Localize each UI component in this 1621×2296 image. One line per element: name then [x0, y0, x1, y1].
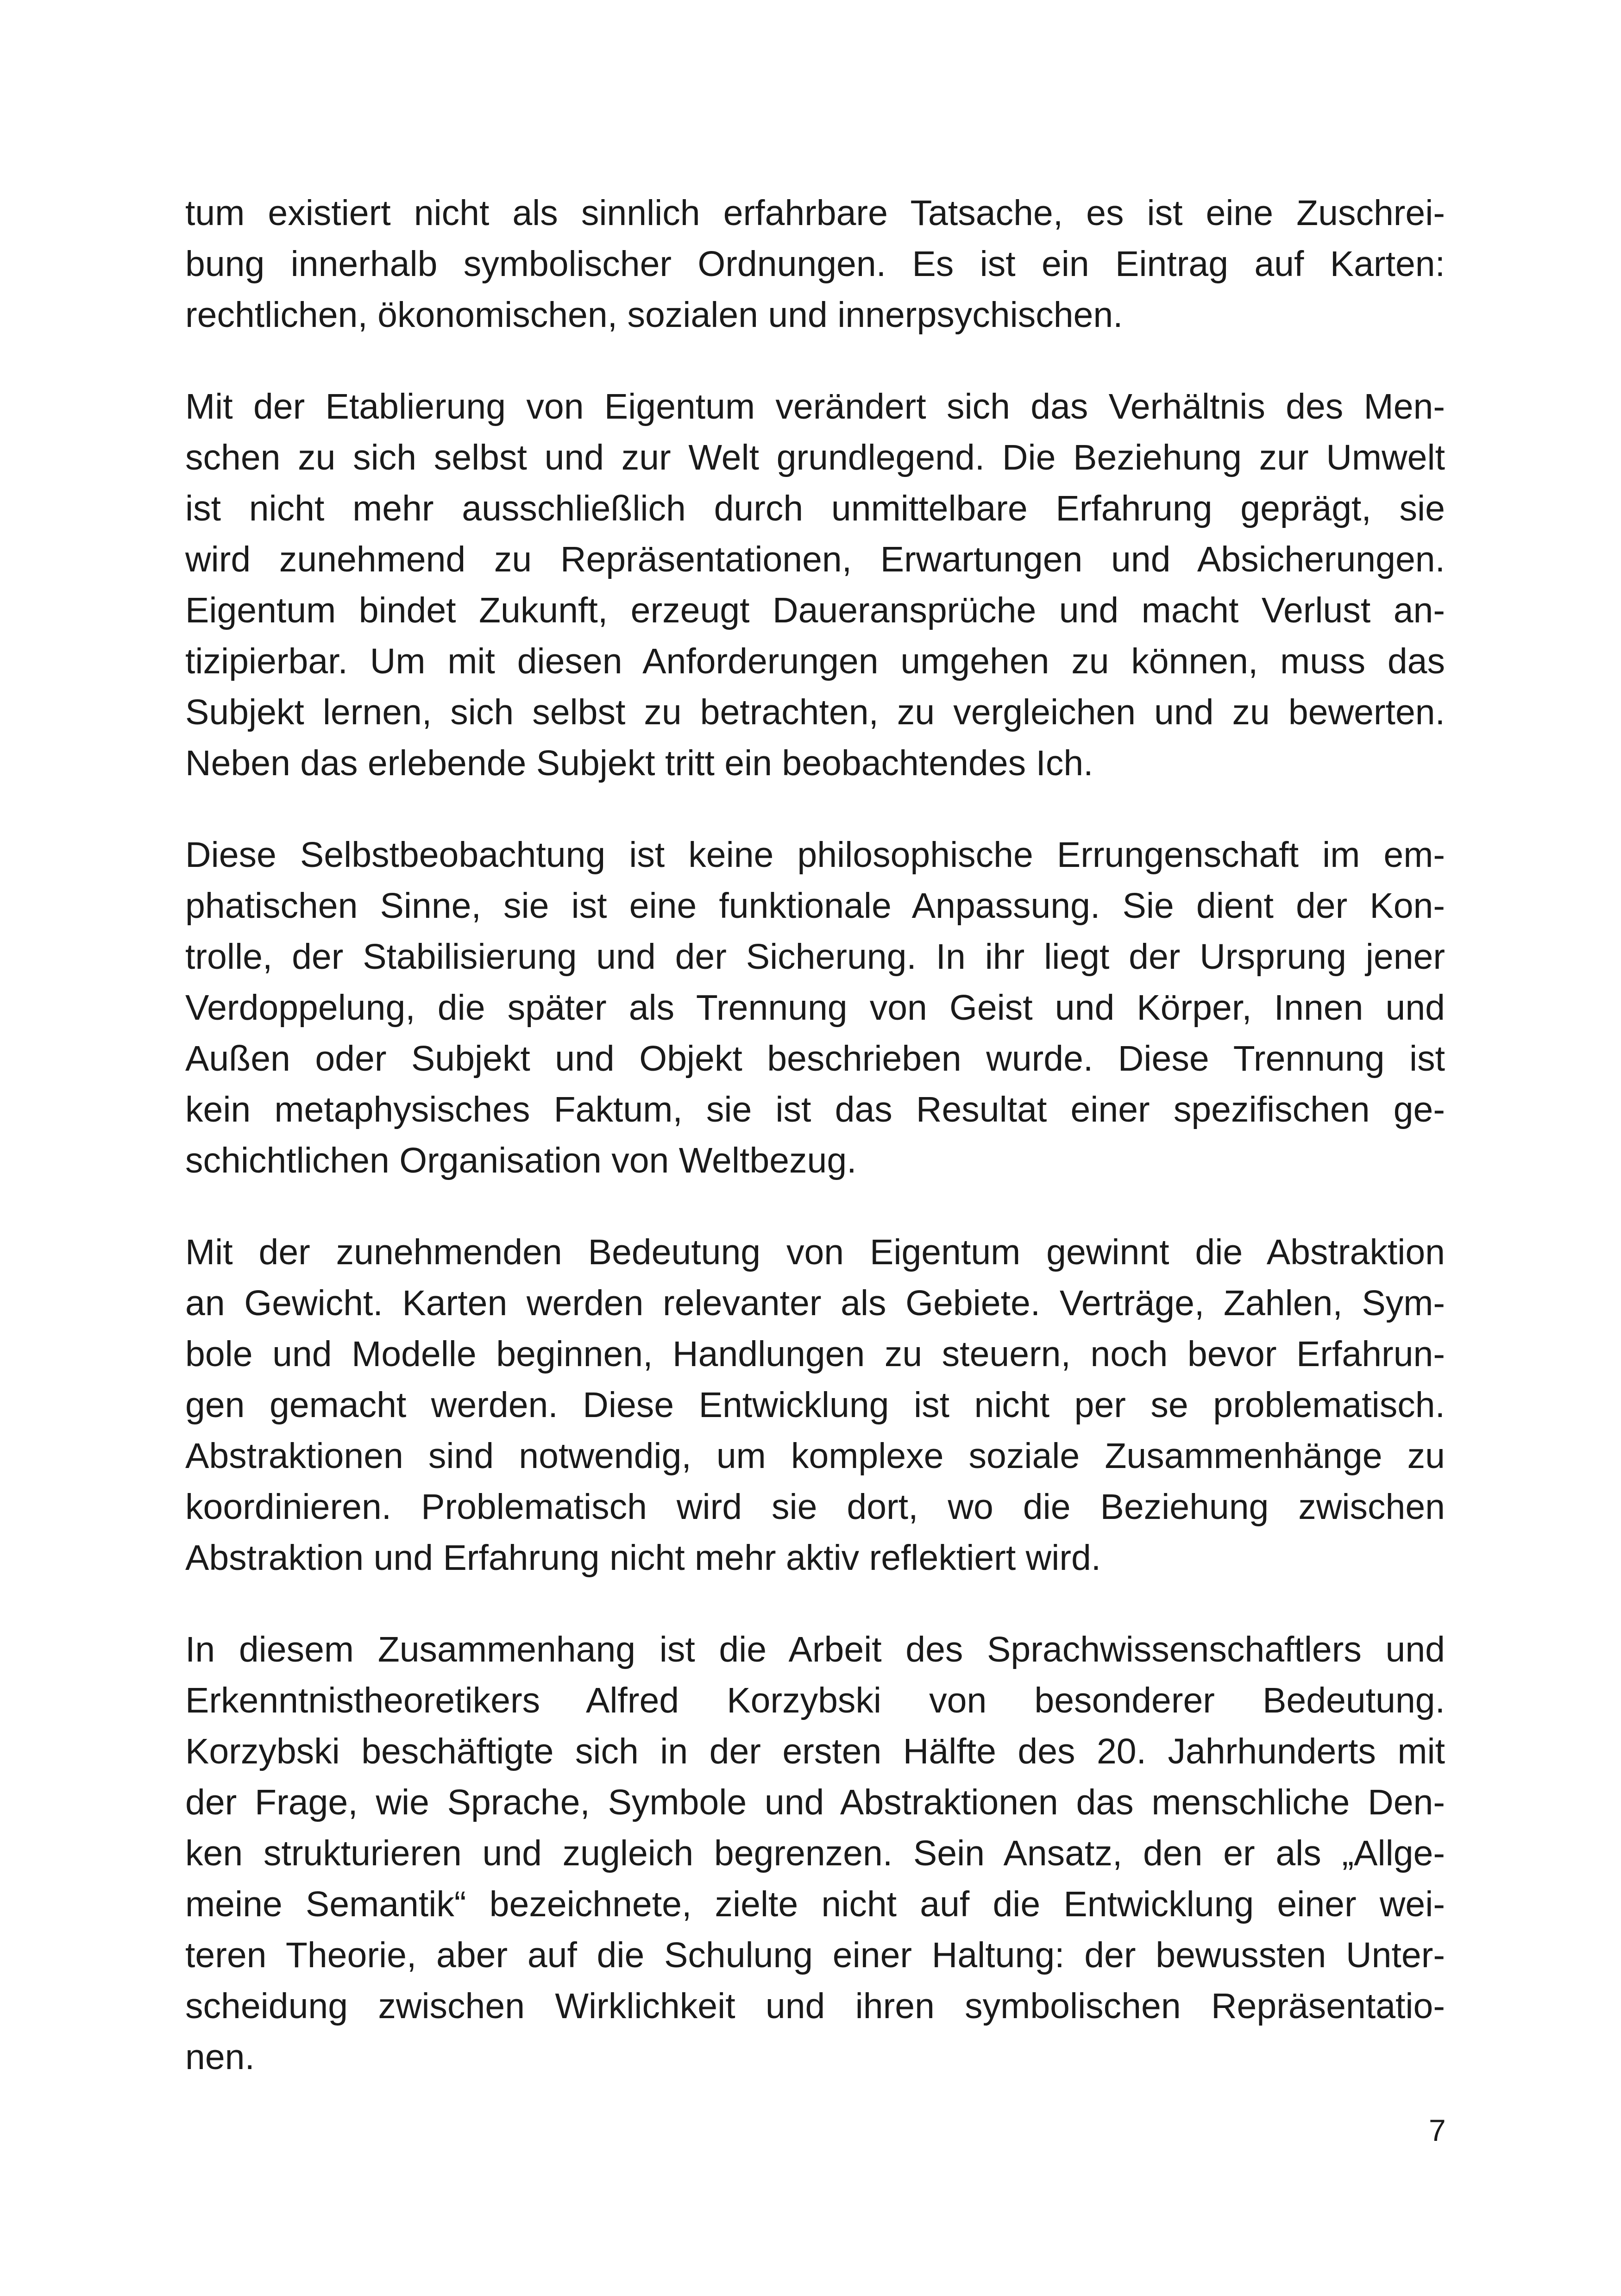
text-line: bung innerhalb symbolischer Ordnungen. Es ist ein Eintrag auf Karten: [185, 244, 1445, 284]
text-line: kein metaphysisches Faktum, sie ist das Resultat einer spezifischen ge- [185, 1090, 1445, 1129]
text-line: Verdoppelung, die später als Trennung von Geist und Körper, Innen und [185, 988, 1445, 1028]
paragraph-2 [185, 381, 1445, 789]
text-line: phatischen Sinne, sie ist eine funktionale Anpassung. Sie dient der Kon- [185, 886, 1445, 926]
paragraph-1 [185, 188, 1445, 340]
text-line: der Frage, wie Sprache, Symbole und Abstraktionen das menschliche Den- [185, 1782, 1445, 1822]
text-line: trolle, der Stabilisierung und der Sicherung. In ihr liegt der Ursprung jener [185, 937, 1445, 977]
text-line: rechtlichen, ökonomischen, sozialen und innerpsychischen. [185, 295, 1123, 335]
text-line: schichtlichen Organisation von Weltbezug. [185, 1141, 857, 1180]
page-body [185, 188, 1445, 2123]
text-line: ist nicht mehr ausschließlich durch unmittelbare Erfahrung geprägt, sie [185, 489, 1445, 528]
text-line: schen zu sich selbst und zur Welt grundlegend. Die Beziehung zur Umwelt [185, 438, 1445, 477]
text-line: tum existiert nicht als sinnlich erfahrbare Tatsache, es ist eine Zuschrei- [185, 193, 1445, 233]
text-line: tizipierbar. Um mit diesen Anforderungen umgehen zu können, muss das [185, 641, 1445, 681]
page-number: 7 [1429, 2113, 1446, 2147]
text-line: Erkenntnistheoretikers Alfred Korzybski von besonderer Bedeutung. [185, 1681, 1445, 1720]
text-line: an Gewicht. Karten werden relevanter als Gebiete. Verträge, Zahlen, Sym- [185, 1283, 1445, 1323]
text-line: Mit der Etablierung von Eigentum verändert sich das Verhältnis des Men- [185, 387, 1445, 427]
text-line: Außen oder Subjekt und Objekt beschrieben wurde. Diese Trennung ist [185, 1039, 1445, 1079]
text-line: Korzybski beschäftigte sich in der ersten Hälfte des 20. Jahrhunderts mit [185, 1731, 1445, 1771]
text-line: gen gemacht werden. Diese Entwicklung ist nicht per se problematisch. [185, 1385, 1445, 1425]
text-line: bole und Modelle beginnen, Handlungen zu steuern, noch bevor Erfahrun- [185, 1334, 1445, 1374]
text-line: Neben das erlebende Subjekt tritt ein beobachtendes Ich. [185, 743, 1093, 783]
text-line: wird zunehmend zu Repräsentationen, Erwartungen und Absicherungen. [185, 539, 1445, 579]
text-line: Eigentum bindet Zukunft, erzeugt Daueransprüche und macht Verlust an- [185, 590, 1445, 630]
text-line: scheidung zwischen Wirklichkeit und ihren symbolischen Repräsentatio- [185, 1986, 1445, 2026]
text-line: ken strukturieren und zugleich begrenzen. Sein Ansatz, den er als „Allge- [185, 1833, 1445, 1873]
text-line: nen. [185, 2037, 255, 2077]
text-line: Abstraktion und Erfahrung nicht mehr aktiv reflektiert wird. [185, 1538, 1101, 1578]
text-line: Mit der zunehmenden Bedeutung von Eigentum gewinnt die Abstraktion [185, 1232, 1445, 1272]
text-line: In diesem Zusammenhang ist die Arbeit des Sprachwissenschaftlers und [185, 1630, 1445, 1669]
text-line: meine Semantik“ bezeichnete, zielte nicht auf die Entwicklung einer wei- [185, 1884, 1445, 1924]
text-line: koordinieren. Problematisch wird sie dort, wo die Beziehung zwischen [185, 1487, 1445, 1527]
text-line: teren Theorie, aber auf die Schulung einer Haltung: der bewussten Unter- [185, 1935, 1445, 1975]
paragraph-4 [185, 1227, 1445, 1583]
text-line: Diese Selbstbeobachtung ist keine philosophische Errungenschaft im em- [185, 835, 1445, 875]
text-line: Subjekt lernen, sich selbst zu betrachten, zu vergleichen und zu bewerten. [185, 692, 1445, 732]
paragraph-5 [185, 1624, 1445, 2083]
text-line: Abstraktionen sind notwendig, um komplexe soziale Zusammenhänge zu [185, 1436, 1445, 1476]
paragraph-3 [185, 829, 1445, 1186]
